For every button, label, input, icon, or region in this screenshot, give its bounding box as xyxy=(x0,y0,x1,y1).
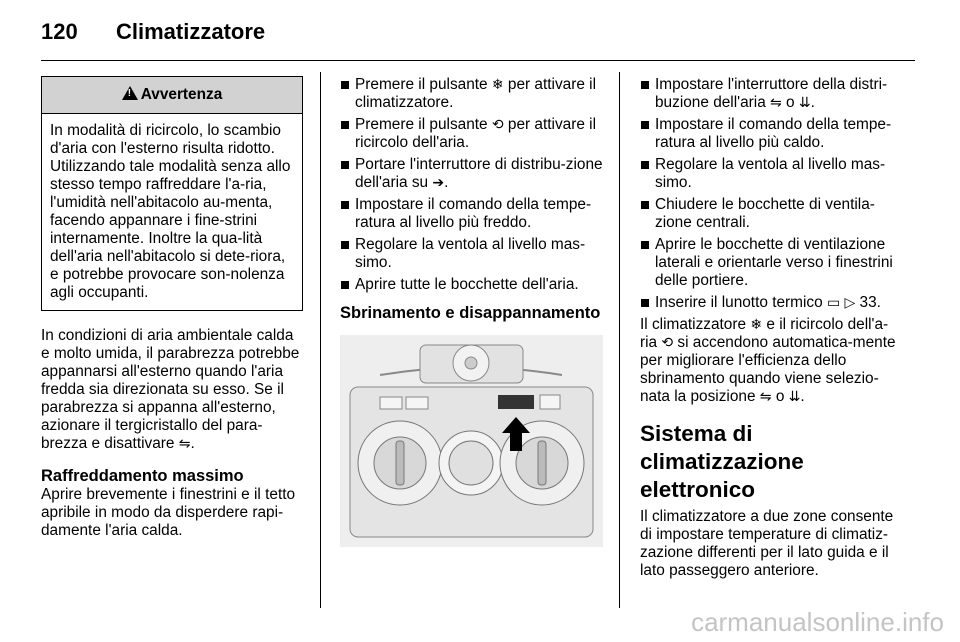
list-item: Regolare la ventola al livello mas-simo. xyxy=(340,236,603,272)
windscreen-feet-airflow-icon: ⇊ xyxy=(798,95,811,111)
page-reference-icon: ▷ xyxy=(844,295,856,311)
page-number: 120 xyxy=(41,19,78,44)
list-item-text: per attivare il ricircolo dell'aria. xyxy=(355,116,597,151)
column-3 xyxy=(640,76,903,580)
snowflake-icon: ❄ xyxy=(750,317,763,333)
section-heading-defrost: Sbrinamento e disappannamento xyxy=(340,304,601,322)
section-heading-max-cooling: Raffreddamento massimo xyxy=(41,467,244,485)
paragraph-text: e il ricircolo dell'a-ria xyxy=(640,316,889,351)
windscreen-airflow-icon: ⇋ xyxy=(770,95,782,111)
paragraph-text: o xyxy=(775,388,785,405)
list-item: Chiudere le bocchette di ventila-zione centrali. xyxy=(640,196,903,232)
windscreen-feet-airflow-icon: ⇊ xyxy=(788,389,801,405)
column-divider-right xyxy=(619,72,620,608)
page-title: Climatizzatore xyxy=(116,19,266,44)
list-item-text: Impostare l'interruttore della distri-buzione dell'aria xyxy=(655,76,888,111)
list-item xyxy=(340,76,603,112)
paragraph-text: Il climatizzatore xyxy=(640,316,747,333)
warning-triangle-icon xyxy=(122,86,138,100)
paragraph-text: . xyxy=(800,388,805,405)
list-item-text: . xyxy=(444,174,449,191)
rear-window-heating-icon: ▭ xyxy=(826,295,841,311)
list-item: Aprire le bocchette di ventilazione laterali e orientarle verso i finestrini delle portiere. xyxy=(640,236,903,290)
list-item: Aprire tutte le bocchette dell'aria. xyxy=(340,276,603,294)
list-item-text: Premere il pulsante xyxy=(355,116,488,133)
section-heading-electronic-climate: Sistema di climatizzazione elettronico xyxy=(640,421,804,502)
recirculation-icon: ⟲ xyxy=(661,335,674,351)
windscreen-airflow-icon: ⇋ xyxy=(759,389,772,405)
list-item xyxy=(640,294,903,312)
face-airflow-icon: ➔ xyxy=(432,175,445,191)
list-item xyxy=(340,156,603,192)
page-reference: 33. xyxy=(859,294,881,311)
warning-title: Avvertenza xyxy=(140,86,223,103)
recirculation-icon: ⟲ xyxy=(491,117,504,133)
paragraph-humid-conditions xyxy=(41,327,303,453)
warning-box xyxy=(41,76,303,311)
paragraph-auto-activation xyxy=(640,316,903,406)
list-item: Impostare il comando della tempe-ratura al livello più caldo. xyxy=(640,116,903,152)
snowflake-icon: ❄ xyxy=(491,77,504,93)
column-2 xyxy=(340,76,603,547)
list-item-text: Portare l'interruttore di distribu-zione dell'aria su xyxy=(355,156,603,191)
windscreen-airflow-icon: ⇋ xyxy=(178,436,191,452)
column-divider-left xyxy=(320,72,321,608)
control-panel-illustration xyxy=(340,335,603,547)
list-item: Impostare il comando della tempe-ratura al livello più freddo. xyxy=(340,196,603,232)
paragraph-dual-zone: Il climatizzatore a due zone consente di impostare temperature di climatiz-zazione differenti per il lato guida e il lato passeggero anteriore. xyxy=(640,508,894,579)
list-item-text: . xyxy=(810,94,815,111)
paragraph-end: . xyxy=(190,435,195,452)
paragraph-text: In condizioni di aria ambientale calda e molto umida, il parabrezza potrebbe appannarsi all'esterno quando l'aria fredda sia direzionata su esso. Se il parabrezza si appanna all'esterno, azionare il tergicristallo del para-brezza e disattivare xyxy=(41,327,300,452)
list-item xyxy=(340,116,603,152)
warning-header xyxy=(42,77,302,114)
paragraph-text: si accendono automatica-mente per migliorare l'efficienza dello sbrinamento quando viene selezio-nata la posizione xyxy=(640,334,896,405)
list-item-text: o xyxy=(786,94,795,111)
warning-text: In modalità di ricircolo, lo scambio d'aria con l'esterno risulta ridotto. Utilizzando tale modalità senza allo stesso tempo raffreddare l'a-ria, l'umidità nell'abitacolo au-menta, facendo appannare i fine-strini internamente. Inoltre la qua-lità dell'aria nell'abitacolo si dete-riora, e potrebbe provocare son-nolenza agli occupanti. xyxy=(50,122,291,301)
defrost-steps xyxy=(640,76,903,312)
list-item-text: per attivare il climatizzatore. xyxy=(355,76,597,111)
column-1 xyxy=(41,76,303,540)
list-item xyxy=(640,76,903,112)
header-rule xyxy=(41,60,915,61)
watermark: carmanualsonline.info xyxy=(691,607,944,637)
climate-control-panel-drawing xyxy=(340,335,603,547)
paragraph-max-cooling: Aprire brevemente i finestrini e il tetto apribile in modo da disperdere rapi-damente l'aria calda. xyxy=(41,486,296,539)
list-item: Regolare la ventola al livello mas-simo. xyxy=(640,156,903,192)
list-item-text: Inserire il lunotto termico xyxy=(655,294,823,311)
list-item-text: Premere il pulsante xyxy=(355,76,488,93)
max-cooling-steps xyxy=(340,76,603,294)
